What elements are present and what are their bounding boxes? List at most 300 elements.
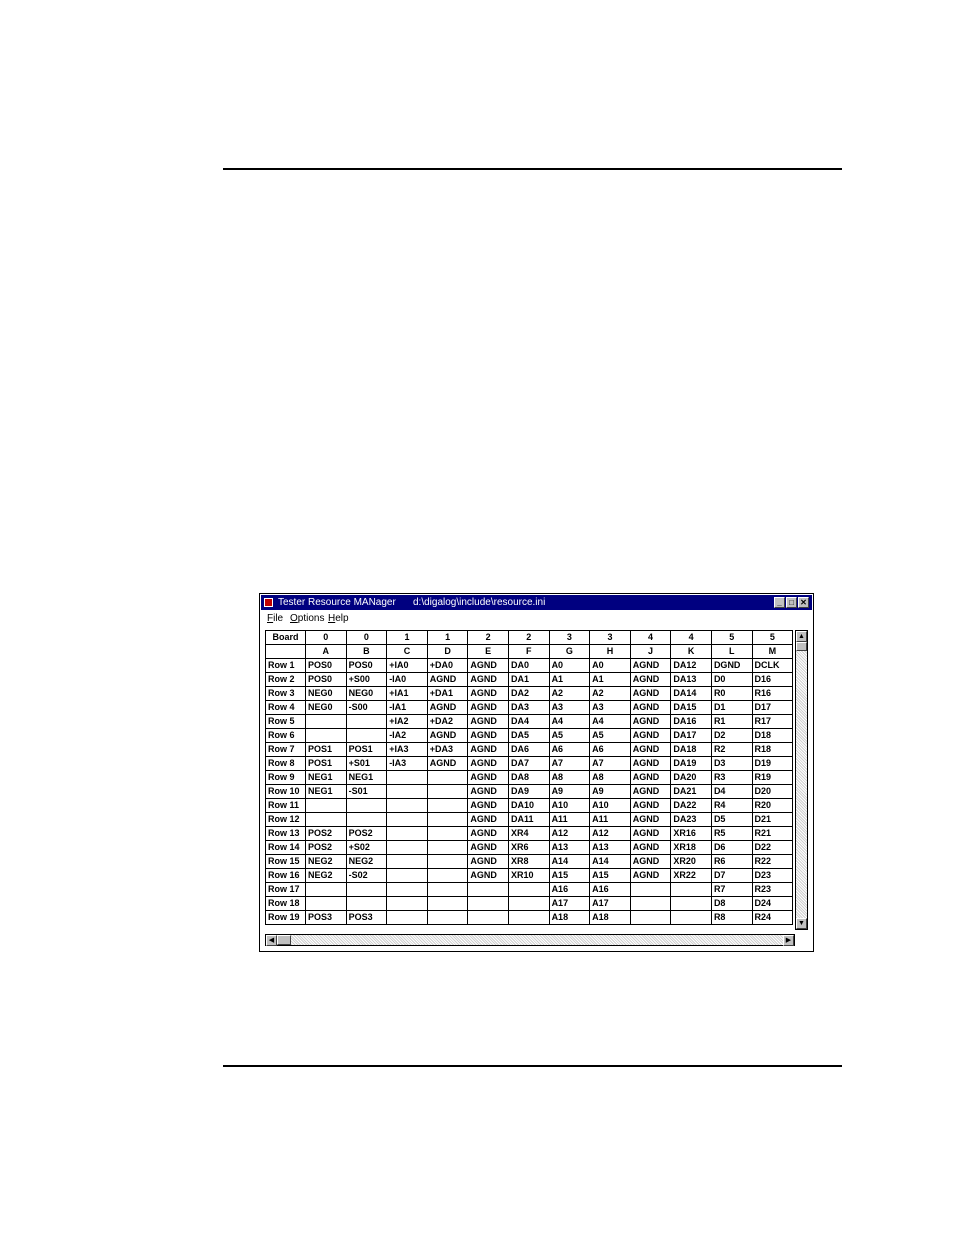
scroll-right-button[interactable]: ▶ <box>783 935 794 946</box>
grid-cell[interactable]: DA11 <box>508 813 549 827</box>
grid-cell[interactable]: A3 <box>590 701 631 715</box>
grid-cell[interactable]: DA12 <box>671 659 712 673</box>
grid-cell[interactable]: AGND <box>468 869 509 883</box>
grid-cell[interactable]: AGND <box>630 771 671 785</box>
column-letter-cell: G <box>549 645 590 659</box>
grid-cell[interactable]: XR22 <box>671 869 712 883</box>
grid-cell[interactable]: R23 <box>752 883 793 897</box>
column-letter-cell: E <box>468 645 509 659</box>
grid-cell[interactable]: POS3 <box>306 911 347 925</box>
grid-cell[interactable]: R0 <box>711 687 752 701</box>
close-button[interactable]: ✕ <box>798 597 809 608</box>
grid-cell[interactable]: A2 <box>590 687 631 701</box>
grid-cell[interactable]: R22 <box>752 855 793 869</box>
grid-cell[interactable]: A8 <box>549 771 590 785</box>
row-label-cell: Row 5 <box>266 715 306 729</box>
grid-cell[interactable]: +IA2 <box>387 715 428 729</box>
grid-cell[interactable]: AGND <box>468 729 509 743</box>
grid-cell[interactable]: NEG2 <box>306 869 347 883</box>
grid-cell[interactable] <box>346 883 387 897</box>
grid-cell[interactable] <box>387 883 428 897</box>
grid-cell[interactable]: DA16 <box>671 715 712 729</box>
grid-cell[interactable]: AGND <box>630 729 671 743</box>
grid-cell[interactable]: AGND <box>630 673 671 687</box>
grid-cell[interactable]: AGND <box>468 827 509 841</box>
grid-cell[interactable] <box>387 911 428 925</box>
grid-cell[interactable]: R21 <box>752 827 793 841</box>
menu-help[interactable]: Help <box>328 613 349 624</box>
grid-cell[interactable]: POS1 <box>306 757 347 771</box>
grid-cell[interactable]: AGND <box>630 701 671 715</box>
column-letter-cell: B <box>346 645 387 659</box>
grid-cell[interactable]: DA0 <box>508 659 549 673</box>
grid-cell[interactable] <box>387 799 428 813</box>
grid-cell[interactable]: NEG1 <box>306 771 347 785</box>
grid-cell[interactable]: A4 <box>590 715 631 729</box>
grid-cell[interactable] <box>387 785 428 799</box>
grid-cell[interactable]: DA20 <box>671 771 712 785</box>
grid-cell[interactable]: D2 <box>711 729 752 743</box>
board-number-cell: 5 <box>711 631 752 645</box>
table-row <box>266 729 793 743</box>
row-label-cell: Row 6 <box>266 729 306 743</box>
grid-cell[interactable]: +S02 <box>346 841 387 855</box>
grid-cell[interactable]: A10 <box>590 799 631 813</box>
grid-cell[interactable] <box>387 855 428 869</box>
grid-cell[interactable]: NEG0 <box>306 687 347 701</box>
grid-cell[interactable] <box>387 771 428 785</box>
grid-cell[interactable]: +S00 <box>346 673 387 687</box>
board-header-row <box>266 631 793 645</box>
grid-cell[interactable]: A5 <box>590 729 631 743</box>
table-row <box>266 743 793 757</box>
grid-cell[interactable] <box>306 799 347 813</box>
grid-cell[interactable]: -S00 <box>346 701 387 715</box>
grid-cell[interactable]: -S02 <box>346 869 387 883</box>
grid-cell[interactable]: A14 <box>590 855 631 869</box>
grid-cell[interactable]: AGND <box>468 715 509 729</box>
grid-cell[interactable] <box>387 897 428 911</box>
grid-cell[interactable]: A11 <box>590 813 631 827</box>
grid-cell[interactable] <box>306 715 347 729</box>
grid-cell[interactable]: R18 <box>752 743 793 757</box>
grid-cell[interactable]: R3 <box>711 771 752 785</box>
grid-cell[interactable]: A0 <box>590 659 631 673</box>
grid-cell[interactable] <box>306 883 347 897</box>
grid-cell[interactable]: NEG2 <box>346 855 387 869</box>
grid-cell[interactable]: R5 <box>711 827 752 841</box>
grid-cell[interactable]: DA4 <box>508 715 549 729</box>
scroll-down-button[interactable]: ▼ <box>796 918 807 929</box>
grid-cell[interactable]: A9 <box>590 785 631 799</box>
grid-cell[interactable]: R24 <box>752 911 793 925</box>
grid-cell[interactable]: POS2 <box>306 827 347 841</box>
grid-cell[interactable]: D8 <box>711 897 752 911</box>
grid-cell[interactable] <box>346 813 387 827</box>
grid-cell[interactable]: R8 <box>711 911 752 925</box>
grid-cell[interactable]: POS1 <box>346 743 387 757</box>
grid-cell[interactable] <box>427 869 468 883</box>
top-rule <box>223 168 842 170</box>
grid-cell[interactable]: D6 <box>711 841 752 855</box>
grid-cell[interactable]: DA19 <box>671 757 712 771</box>
column-header-row <box>266 645 793 659</box>
grid-cell[interactable]: POS0 <box>306 659 347 673</box>
grid-cell[interactable]: A6 <box>590 743 631 757</box>
grid-cell[interactable] <box>346 729 387 743</box>
grid-cell[interactable]: AGND <box>630 743 671 757</box>
maximize-button[interactable]: □ <box>786 597 797 608</box>
grid-cell[interactable]: R2 <box>711 743 752 757</box>
grid-cell[interactable]: A12 <box>590 827 631 841</box>
grid-cell[interactable] <box>306 897 347 911</box>
grid-cell[interactable]: AGND <box>468 841 509 855</box>
grid-cell[interactable]: R20 <box>752 799 793 813</box>
grid-cell[interactable]: A7 <box>549 757 590 771</box>
grid-cell[interactable] <box>427 785 468 799</box>
grid-cell[interactable]: AGND <box>468 757 509 771</box>
row-label-cell: Row 2 <box>266 673 306 687</box>
grid-cell[interactable]: POS2 <box>346 827 387 841</box>
grid-cell[interactable]: D21 <box>752 813 793 827</box>
grid-cell[interactable]: R17 <box>752 715 793 729</box>
table-row <box>266 701 793 715</box>
row-label-cell: Row 14 <box>266 841 306 855</box>
grid-cell[interactable]: AGND <box>630 869 671 883</box>
grid-cell[interactable]: NEG1 <box>346 771 387 785</box>
grid-cell[interactable]: AGND <box>468 785 509 799</box>
grid-cell[interactable]: +IA1 <box>387 687 428 701</box>
grid-cell[interactable]: D23 <box>752 869 793 883</box>
row-label-cell: Row 15 <box>266 855 306 869</box>
grid-cell[interactable]: D5 <box>711 813 752 827</box>
grid-cell[interactable]: AGND <box>427 757 468 771</box>
horizontal-scrollbar[interactable] <box>265 934 795 946</box>
grid-cell[interactable]: A12 <box>549 827 590 841</box>
grid-cell[interactable]: DA13 <box>671 673 712 687</box>
board-number-cell: 5 <box>752 631 793 645</box>
grid-cell[interactable]: AGND <box>427 701 468 715</box>
row-label-cell: Row 11 <box>266 799 306 813</box>
menu-options[interactable]: Options <box>290 613 325 624</box>
row-label-cell: Row 7 <box>266 743 306 757</box>
grid-cell[interactable]: A11 <box>549 813 590 827</box>
grid-cell[interactable]: A0 <box>549 659 590 673</box>
grid-cell[interactable] <box>427 771 468 785</box>
minimize-button[interactable]: _ <box>774 597 785 608</box>
grid-cell[interactable] <box>508 883 549 897</box>
grid-cell[interactable] <box>427 883 468 897</box>
table-row <box>266 855 793 869</box>
grid-cell[interactable]: A16 <box>549 883 590 897</box>
grid-cell[interactable]: AGND <box>468 659 509 673</box>
grid-cell[interactable]: A17 <box>590 897 631 911</box>
grid-cell[interactable]: AGND <box>427 729 468 743</box>
grid-cell[interactable]: POS0 <box>346 659 387 673</box>
grid-cell[interactable]: AGND <box>630 813 671 827</box>
grid-cell[interactable] <box>630 897 671 911</box>
grid-cell[interactable] <box>468 897 509 911</box>
grid-cell[interactable]: AGND <box>468 743 509 757</box>
table-row <box>266 785 793 799</box>
column-letter-cell: D <box>427 645 468 659</box>
grid-cell[interactable]: AGND <box>468 701 509 715</box>
table-row <box>266 827 793 841</box>
table-row <box>266 897 793 911</box>
scroll-up-button[interactable]: ▲ <box>796 631 807 642</box>
grid-cell[interactable] <box>346 715 387 729</box>
grid-cell[interactable]: AGND <box>630 687 671 701</box>
grid-cell[interactable]: XR4 <box>508 827 549 841</box>
bottom-rule <box>223 1065 842 1067</box>
column-letter-cell: J <box>630 645 671 659</box>
grid-cell[interactable] <box>306 813 347 827</box>
grid-cell[interactable]: DA23 <box>671 813 712 827</box>
grid-cell[interactable]: DCLK <box>752 659 793 673</box>
grid-cell[interactable]: DA22 <box>671 799 712 813</box>
grid-cell[interactable] <box>427 911 468 925</box>
grid-cell[interactable]: A17 <box>549 897 590 911</box>
row-label-cell: Row 19 <box>266 911 306 925</box>
grid-cell[interactable]: R4 <box>711 799 752 813</box>
column-letter-cell: C <box>387 645 428 659</box>
grid-cell[interactable]: XR20 <box>671 855 712 869</box>
grid-cell[interactable]: A18 <box>590 911 631 925</box>
title-bar[interactable] <box>261 595 812 610</box>
vertical-scrollbar[interactable] <box>795 630 808 930</box>
grid-cell[interactable]: A13 <box>549 841 590 855</box>
grid-cell[interactable]: A8 <box>590 771 631 785</box>
grid-cell[interactable]: AGND <box>468 799 509 813</box>
grid-cell[interactable]: POS0 <box>306 673 347 687</box>
grid-cell[interactable]: DA15 <box>671 701 712 715</box>
grid-cell[interactable]: A16 <box>590 883 631 897</box>
board-header-label: Board <box>266 631 306 645</box>
table-row <box>266 911 793 925</box>
grid-cell[interactable] <box>427 897 468 911</box>
grid-cell[interactable] <box>387 813 428 827</box>
grid-cell[interactable]: AGND <box>427 673 468 687</box>
grid-cell[interactable]: A9 <box>549 785 590 799</box>
board-number-cell: 3 <box>549 631 590 645</box>
grid-cell[interactable] <box>427 799 468 813</box>
grid-cell[interactable]: A15 <box>590 869 631 883</box>
grid-cell[interactable]: DA21 <box>671 785 712 799</box>
row-label-cell: Row 3 <box>266 687 306 701</box>
grid-cell[interactable]: +DA2 <box>427 715 468 729</box>
grid-cell[interactable]: AGND <box>630 715 671 729</box>
grid-cell[interactable]: AGND <box>468 771 509 785</box>
grid-cell[interactable]: AGND <box>630 855 671 869</box>
grid-cell[interactable] <box>306 729 347 743</box>
grid-cell[interactable]: D1 <box>711 701 752 715</box>
grid-cell[interactable]: -IA3 <box>387 757 428 771</box>
grid-cell[interactable]: D7 <box>711 869 752 883</box>
grid-cell[interactable]: D24 <box>752 897 793 911</box>
grid-cell[interactable]: AGND <box>630 757 671 771</box>
grid-cell[interactable]: A2 <box>549 687 590 701</box>
board-number-cell: 0 <box>306 631 347 645</box>
column-letter-cell: L <box>711 645 752 659</box>
scroll-left-button[interactable]: ◀ <box>266 935 277 946</box>
grid-cell[interactable]: DGND <box>711 659 752 673</box>
grid-cell[interactable]: DA1 <box>508 673 549 687</box>
grid-cell[interactable]: -IA1 <box>387 701 428 715</box>
grid-cell[interactable]: DA9 <box>508 785 549 799</box>
grid-cell[interactable]: A6 <box>549 743 590 757</box>
grid-cell[interactable]: NEG0 <box>346 687 387 701</box>
grid-cell[interactable]: AGND <box>630 785 671 799</box>
grid-cell[interactable]: AGND <box>630 799 671 813</box>
grid-cell[interactable] <box>671 883 712 897</box>
grid-cell[interactable]: +DA0 <box>427 659 468 673</box>
grid-cell[interactable]: D18 <box>752 729 793 743</box>
grid-cell[interactable]: AGND <box>468 673 509 687</box>
column-letter-cell: H <box>590 645 631 659</box>
horizontal-scroll-thumb[interactable] <box>277 935 291 945</box>
grid-cell[interactable]: DA18 <box>671 743 712 757</box>
grid-cell[interactable] <box>346 897 387 911</box>
grid-cell[interactable]: -S01 <box>346 785 387 799</box>
grid-cell[interactable]: NEG0 <box>306 701 347 715</box>
grid-cell[interactable]: -IA2 <box>387 729 428 743</box>
grid-cell[interactable] <box>508 911 549 925</box>
grid-cell[interactable]: DA10 <box>508 799 549 813</box>
board-number-cell: 0 <box>346 631 387 645</box>
grid-cell[interactable]: D17 <box>752 701 793 715</box>
grid-cell[interactable]: A1 <box>549 673 590 687</box>
grid-cell[interactable]: AGND <box>630 827 671 841</box>
grid-cell[interactable]: POS1 <box>306 743 347 757</box>
board-number-cell: 4 <box>630 631 671 645</box>
board-number-cell: 4 <box>671 631 712 645</box>
grid-cell[interactable] <box>427 827 468 841</box>
table-row <box>266 715 793 729</box>
grid-cell[interactable]: R6 <box>711 855 752 869</box>
grid-cell[interactable] <box>508 897 549 911</box>
grid-cell[interactable]: A5 <box>549 729 590 743</box>
table-row <box>266 869 793 883</box>
grid-cell[interactable]: AGND <box>630 659 671 673</box>
table-row <box>266 771 793 785</box>
column-letter-cell: M <box>752 645 793 659</box>
grid-cell[interactable]: POS2 <box>306 841 347 855</box>
grid-cell[interactable] <box>468 883 509 897</box>
grid-cell[interactable]: AGND <box>468 813 509 827</box>
grid-cell[interactable]: +IA0 <box>387 659 428 673</box>
grid-cell[interactable]: D0 <box>711 673 752 687</box>
grid-cell[interactable] <box>671 897 712 911</box>
grid-cell[interactable]: DA6 <box>508 743 549 757</box>
grid-cell[interactable]: A15 <box>549 869 590 883</box>
grid-cell[interactable]: D19 <box>752 757 793 771</box>
grid-cell[interactable] <box>671 911 712 925</box>
grid-cell[interactable]: XR16 <box>671 827 712 841</box>
column-letter-cell: A <box>306 645 347 659</box>
window-file-path: d:\digalog\include\resource.ini <box>413 597 546 608</box>
grid-cell[interactable]: +DA3 <box>427 743 468 757</box>
grid-cell[interactable]: R1 <box>711 715 752 729</box>
table-row <box>266 883 793 897</box>
board-number-cell: 1 <box>387 631 428 645</box>
grid-cell[interactable]: R16 <box>752 687 793 701</box>
grid-cell[interactable]: DA5 <box>508 729 549 743</box>
grid-cell[interactable]: +DA1 <box>427 687 468 701</box>
grid-cell[interactable]: +IA3 <box>387 743 428 757</box>
grid-cell[interactable] <box>427 813 468 827</box>
row-label-cell: Row 16 <box>266 869 306 883</box>
column-letter-cell: K <box>671 645 712 659</box>
grid-cell[interactable] <box>468 911 509 925</box>
grid-cell[interactable]: R19 <box>752 771 793 785</box>
grid-cell[interactable]: DA8 <box>508 771 549 785</box>
grid-cell[interactable]: NEG2 <box>306 855 347 869</box>
grid-cell[interactable]: XR10 <box>508 869 549 883</box>
grid-cell[interactable]: D20 <box>752 785 793 799</box>
table-row <box>266 813 793 827</box>
grid-cell[interactable]: DA3 <box>508 701 549 715</box>
board-number-cell: 1 <box>427 631 468 645</box>
grid-cell[interactable]: AGND <box>630 841 671 855</box>
grid-cell[interactable]: A10 <box>549 799 590 813</box>
grid-cell[interactable]: DA17 <box>671 729 712 743</box>
grid-cell[interactable]: DA7 <box>508 757 549 771</box>
resource-grid <box>265 630 793 925</box>
grid-cell[interactable] <box>630 911 671 925</box>
scrollbar-corner <box>795 930 808 946</box>
menu-file[interactable]: File <box>267 613 284 624</box>
grid-cell[interactable]: D4 <box>711 785 752 799</box>
grid-cell[interactable]: AGND <box>468 687 509 701</box>
grid-cell[interactable]: A14 <box>549 855 590 869</box>
grid-cell[interactable] <box>346 799 387 813</box>
app-window <box>259 593 814 952</box>
grid-cell[interactable]: -IA0 <box>387 673 428 687</box>
app-icon[interactable] <box>264 598 273 607</box>
grid-cell[interactable]: D3 <box>711 757 752 771</box>
grid-cell[interactable]: NEG1 <box>306 785 347 799</box>
grid-cell[interactable] <box>427 855 468 869</box>
grid-cell[interactable]: XR6 <box>508 841 549 855</box>
grid-cell[interactable]: R7 <box>711 883 752 897</box>
grid-cell[interactable]: A7 <box>590 757 631 771</box>
grid-cell[interactable]: DA14 <box>671 687 712 701</box>
grid-cell[interactable]: D16 <box>752 673 793 687</box>
board-number-cell: 2 <box>468 631 509 645</box>
grid-cell[interactable]: XR8 <box>508 855 549 869</box>
grid-cell[interactable]: D22 <box>752 841 793 855</box>
grid-cell[interactable]: A13 <box>590 841 631 855</box>
vertical-scroll-thumb[interactable] <box>796 642 807 651</box>
grid-cell[interactable] <box>387 841 428 855</box>
grid-cell[interactable]: POS3 <box>346 911 387 925</box>
window-controls <box>774 597 809 608</box>
row-label-cell: Row 9 <box>266 771 306 785</box>
corner-cell <box>266 645 306 659</box>
grid-cell[interactable]: +S01 <box>346 757 387 771</box>
grid-cell[interactable] <box>387 869 428 883</box>
grid-cell[interactable]: A18 <box>549 911 590 925</box>
grid-cell[interactable]: XR18 <box>671 841 712 855</box>
grid-cell[interactable] <box>630 883 671 897</box>
grid-cell[interactable]: A3 <box>549 701 590 715</box>
grid-cell[interactable] <box>387 827 428 841</box>
grid-cell[interactable]: DA2 <box>508 687 549 701</box>
grid-cell[interactable]: AGND <box>468 855 509 869</box>
grid-cell[interactable] <box>427 841 468 855</box>
grid-cell[interactable]: A1 <box>590 673 631 687</box>
grid-cell[interactable]: A4 <box>549 715 590 729</box>
